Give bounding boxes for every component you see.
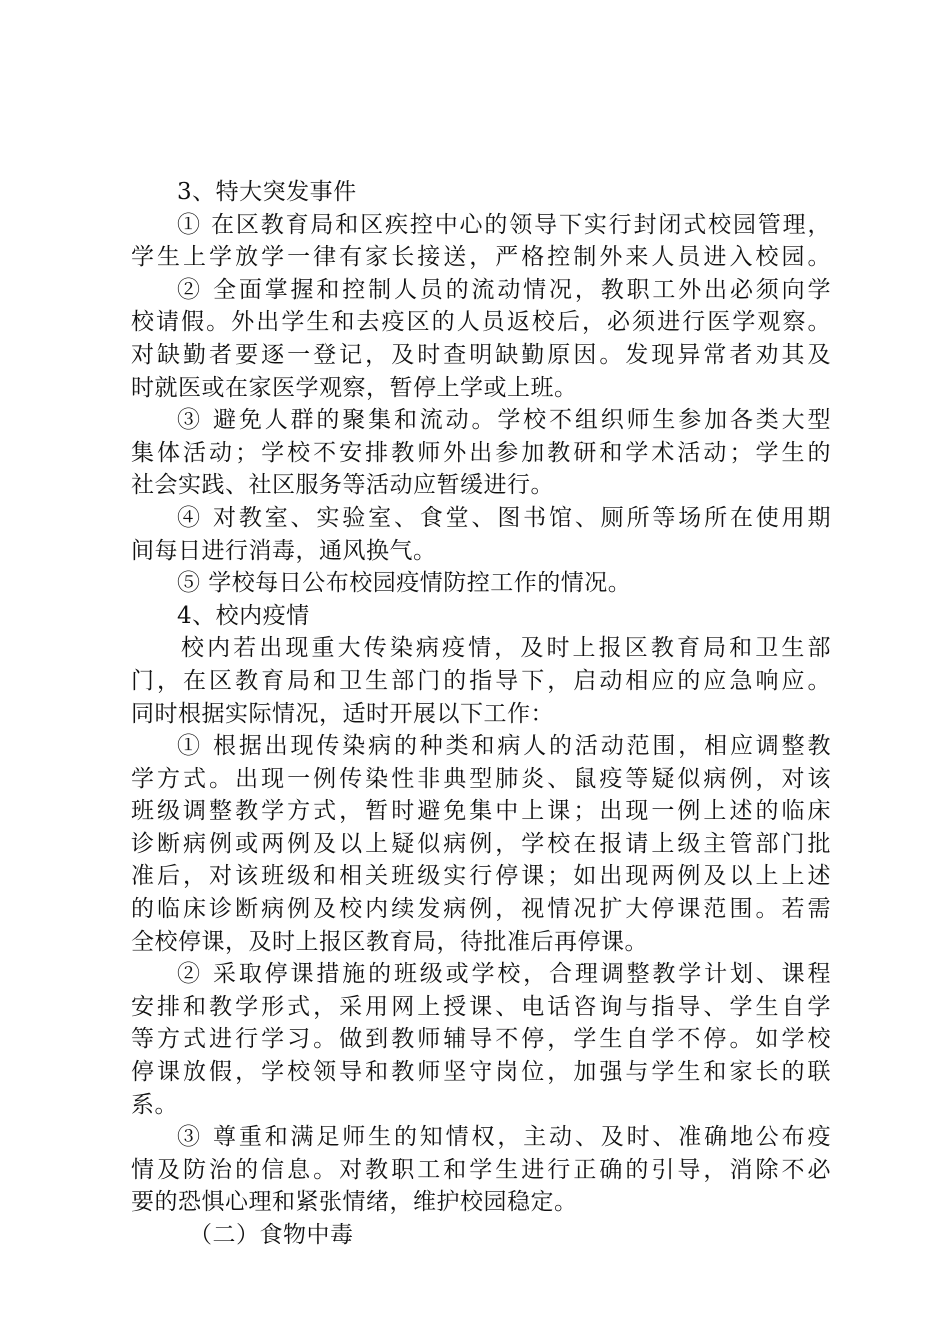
paragraph-line: 集体活动；学校不安排教师外出参加教研和学术活动；学生的 — [131, 439, 831, 466]
heading-major-emergency: 3、特大突发事件 — [177, 179, 357, 205]
paragraph-line: 校内若出现重大传染病疫情，及时上报区教育局和卫生部 — [181, 635, 831, 662]
paragraph-line: 时就医或在家医学观察，暂停上学或上班。 — [131, 374, 578, 401]
paragraph-line: 情及防治的信息。对教职工和学生进行正确的引导，消除不必 — [131, 1156, 831, 1183]
paragraph-line: 班级调整教学方式，暂时避免集中上课；出现一例上述的临床 — [131, 798, 831, 825]
paragraph-line: 间每日进行消毒，通风换气。 — [131, 537, 437, 564]
paragraph-line: 对缺勤者要逐一登记，及时查明缺勤原因。发现异常者劝其及 — [131, 341, 831, 368]
paragraph-line: 校请假。外出学生和去疫区的人员返校后，必须进行医学观察。 — [131, 309, 831, 336]
paragraph-line: 停课放假，学校领导和教师坚守岗位，加强与学生和家长的联 — [131, 1059, 831, 1086]
paragraph-line: ① 在区教育局和区疾控中心的领导下实行封闭式校园管理， — [177, 211, 831, 238]
paragraph-line: 学方式。出现一例传染性非典型肺炎、鼠疫等疑似病例，对该 — [131, 765, 831, 792]
paragraph-line: ① 根据出现传染病的种类和病人的活动范围，相应调整教 — [177, 733, 831, 760]
paragraph-line: ③ 避免人群的聚集和流动。学校不组织师生参加各类大型 — [177, 407, 831, 434]
paragraph-line: 要的恐惧心理和紧张情绪，维护校园稳定。 — [131, 1189, 578, 1216]
paragraph-line: ④ 对教室、实验室、食堂、图书馆、厕所等场所在使用期 — [177, 504, 831, 531]
paragraph-line: ③ 尊重和满足师生的知情权，主动、及时、准确地公布疫 — [177, 1124, 831, 1151]
paragraph-line: ⑤ 学校每日公布校园疫情防控工作的情况。 — [177, 570, 632, 597]
paragraph-line: ② 采取停课措施的班级或学校，合理调整教学计划、课程 — [177, 961, 831, 988]
paragraph-line: 准后，对该班级和相关班级实行停课；如出现两例及以上上述 — [131, 863, 831, 890]
paragraph-line: 等方式进行学习。做到教师辅导不停，学生自学不停。如学校 — [131, 1026, 831, 1053]
paragraph-line: 安排和教学形式，采用网上授课、电话咨询与指导、学生自学 — [131, 993, 831, 1020]
paragraph-line: 学生上学放学一律有家长接送，严格控制外来人员进入校园。 — [131, 244, 831, 271]
heading-campus-epidemic: 4、校内疫情 — [177, 602, 310, 629]
paragraph-line: 全校停课，及时上报区教育局，待批准后再停课。 — [131, 928, 648, 955]
paragraph-line: 社会实践、社区服务等活动应暂缓进行。 — [131, 472, 554, 499]
paragraph-line: 门，在区教育局和卫生部门的指导下，启动相应的应急响应。 — [131, 667, 831, 694]
paragraph-line: 的临床诊断病例及校内续发病例，视情况扩大停课范围。若需 — [131, 896, 831, 923]
document-body — [131, 176, 831, 1252]
paragraph-line: ② 全面掌握和控制人员的流动情况，教职工外出必须向学 — [177, 276, 831, 303]
paragraph-line: 诊断病例或两例及以上疑似病例，学校在报请上级主管部门批 — [131, 830, 831, 857]
heading-food-poisoning: （二）食物中毒 — [189, 1222, 354, 1248]
paragraph-line: 系。 — [131, 1091, 178, 1118]
paragraph-line: 同时根据实际情况，适时开展以下工作： — [131, 700, 554, 727]
